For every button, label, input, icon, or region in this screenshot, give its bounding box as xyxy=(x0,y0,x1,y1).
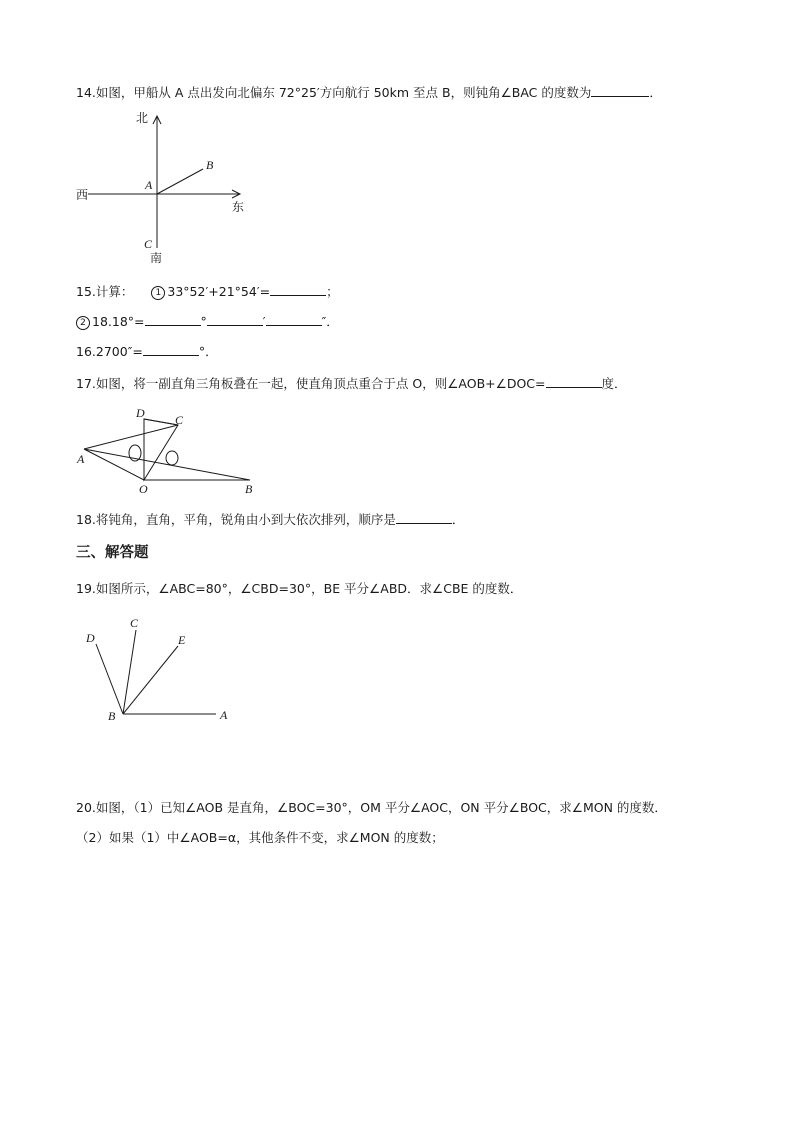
question-17-text: 17.如图，将一副直角三角板叠在一起，使直角顶点重合于点 O，则∠AOB+∠DOC= xyxy=(76,376,546,391)
second-mark: ″． xyxy=(321,314,339,329)
answer-blank[interactable] xyxy=(396,511,452,524)
question-14-end: ． xyxy=(649,85,662,100)
answer-blank[interactable] xyxy=(145,313,201,326)
question-14 xyxy=(76,84,662,101)
question-16-text: 16.2700″= xyxy=(76,344,143,359)
question-16-end: °． xyxy=(198,344,218,359)
question-16 xyxy=(76,343,218,360)
answer-blank[interactable] xyxy=(207,313,263,326)
label-A: A xyxy=(145,178,153,192)
label-A: A xyxy=(77,452,85,466)
circled-number-2: 2 xyxy=(76,316,90,330)
question-19 xyxy=(76,581,522,597)
answer-blank[interactable] xyxy=(546,375,602,388)
question-19-text: 19.如图所示，∠ABC=80°，∠CBD=30°，BE 平分∠ABD．求∠CBE 的度数． xyxy=(76,581,523,596)
label-east: 东 xyxy=(232,200,245,214)
section-heading: 三、解答题 xyxy=(76,545,149,561)
question-15-part-1 xyxy=(76,283,339,300)
question-15-label: 15.计算： xyxy=(76,284,134,299)
question-15-end-1: ； xyxy=(326,284,339,299)
circled-number-1: 1 xyxy=(151,286,165,300)
label-D: D xyxy=(136,406,145,420)
figure-17-triangles xyxy=(74,404,274,494)
label-E: E xyxy=(178,633,186,647)
answer-blank[interactable] xyxy=(270,283,326,296)
label-B: B xyxy=(108,709,116,723)
label-D: D xyxy=(86,631,95,645)
answer-blank[interactable] xyxy=(591,84,649,97)
question-20-text-1: 20.如图，（1）已知∠AOB 是直角，∠BOC=30°，OM 平分∠AOC，ON 平分∠BOC，求∠MON 的度数． xyxy=(76,800,667,815)
question-15-part-2 xyxy=(76,313,339,330)
label-west: 西 xyxy=(76,188,89,202)
answer-blank[interactable] xyxy=(266,313,322,326)
question-17 xyxy=(76,375,627,392)
question-18-end: ． xyxy=(451,512,465,527)
question-18 xyxy=(76,511,464,528)
question-20-line-2 xyxy=(76,830,444,846)
label-C: C xyxy=(175,413,184,427)
question-14-text: 14.如图，甲船从 A 点出发向北偏东 72°25′方向航行 50km 至点 B，则钝角∠BAC 的度数为 xyxy=(76,85,592,100)
minute-mark: ′ xyxy=(262,314,266,329)
label-C: C xyxy=(130,616,139,630)
label-north: 北 xyxy=(136,111,149,125)
question-20-line-1 xyxy=(76,800,667,816)
answer-blank[interactable] xyxy=(143,343,199,356)
label-B: B xyxy=(206,158,214,172)
question-18-text: 18.将钝角，直角，平角，锐角由小到大依次排列，顺序是 xyxy=(76,512,396,527)
label-south: 南 xyxy=(150,251,163,265)
question-15-expr-2: 18.18°= xyxy=(92,314,145,329)
question-20-text-2: （2）如果（1）中∠AOB=α，其他条件不变，求∠MON 的度数； xyxy=(76,830,444,845)
label-A: A xyxy=(220,708,228,722)
figure-14-compass xyxy=(70,108,270,268)
degree-mark: ° xyxy=(200,314,207,329)
figure-19-angles xyxy=(80,612,260,732)
label-B: B xyxy=(245,482,253,496)
label-C: C xyxy=(144,237,153,251)
label-O: O xyxy=(139,482,148,496)
question-17-end: 度． xyxy=(601,376,627,391)
question-15-expr-1: 33°52′+21°54′= xyxy=(167,284,271,299)
